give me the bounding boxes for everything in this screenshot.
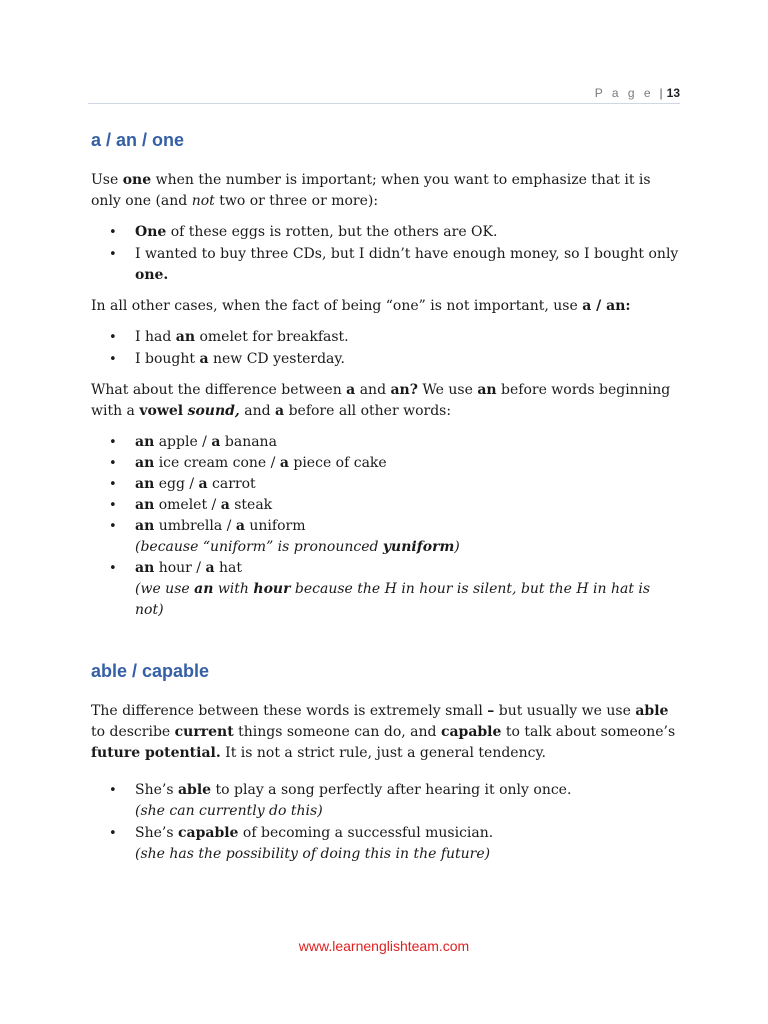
list-item: • I had an omelet for breakfast. xyxy=(135,327,683,348)
page-number: 13 xyxy=(666,86,680,100)
page-number-header xyxy=(595,86,680,100)
example-list-a-an xyxy=(91,327,683,370)
list-item: • One of these eggs is rotten, but the others are OK. xyxy=(135,222,683,243)
list-item: • an omelet / a steak xyxy=(135,495,683,516)
list-item: • I wanted to buy three CDs, but I didn’t have enough money, so I bought only one. xyxy=(135,244,683,286)
example-list-vowel-sound xyxy=(91,432,683,621)
page-label: P a g e xyxy=(594,86,654,100)
header-separator: | xyxy=(659,86,663,100)
paragraph-other-cases: In all other cases, when the fact of being “one” is not important, use a / an: xyxy=(91,298,631,314)
list-item: • I bought a new CD yesterday. xyxy=(135,349,683,370)
paragraph-use-one: Use one when the number is important; when you want to emphasize that it is only one (and not two or three or more): xyxy=(91,172,651,209)
note-uniform: (because “uniform” is pronounced yuniform) xyxy=(135,539,460,555)
header-rule xyxy=(88,103,680,104)
list-item: • an hour / a hat (we use an with hour because the H in hour is silent, but the H in hat is not) xyxy=(135,558,683,621)
website-link[interactable]: www.learnenglishteam.com xyxy=(298,938,470,954)
list-item: • an apple / a banana xyxy=(135,432,683,453)
document-body xyxy=(91,124,683,875)
list-item: • an ice cream cone / a piece of cake xyxy=(135,453,683,474)
section-title-able-capable: able / capable xyxy=(91,661,210,681)
paragraph-difference: What about the difference between a and an? We use an before words beginning with a vowel sound, and a before all other words: xyxy=(91,382,671,419)
list-item: • an egg / a carrot xyxy=(135,474,683,495)
note-able: (she can currently do this) xyxy=(135,803,323,819)
list-item: • She’s capable of becoming a successful musician. (she has the possibility of doing this in the future) xyxy=(135,823,683,865)
note-hour: (we use an with hour because the H in hour is silent, but the H in hat is not) xyxy=(135,581,651,618)
note-capable: (she has the possibility of doing this in the future) xyxy=(135,846,491,862)
example-list-one xyxy=(91,222,683,286)
list-item: • She’s able to play a song perfectly after hearing it only once. (she can currently do this) xyxy=(135,780,683,822)
list-item: • an umbrella / a uniform (because “uniform” is pronounced yuniform) xyxy=(135,516,683,558)
section-title-a-an-one: a / an / one xyxy=(91,130,185,150)
example-list-able-capable xyxy=(91,780,683,865)
paragraph-able-capable: The difference between these words is extremely small – but usually we use able to describe current things someone can do, and capable to talk about someone’s future potential. It is not a strict rule, just a general tendency. xyxy=(91,703,676,761)
